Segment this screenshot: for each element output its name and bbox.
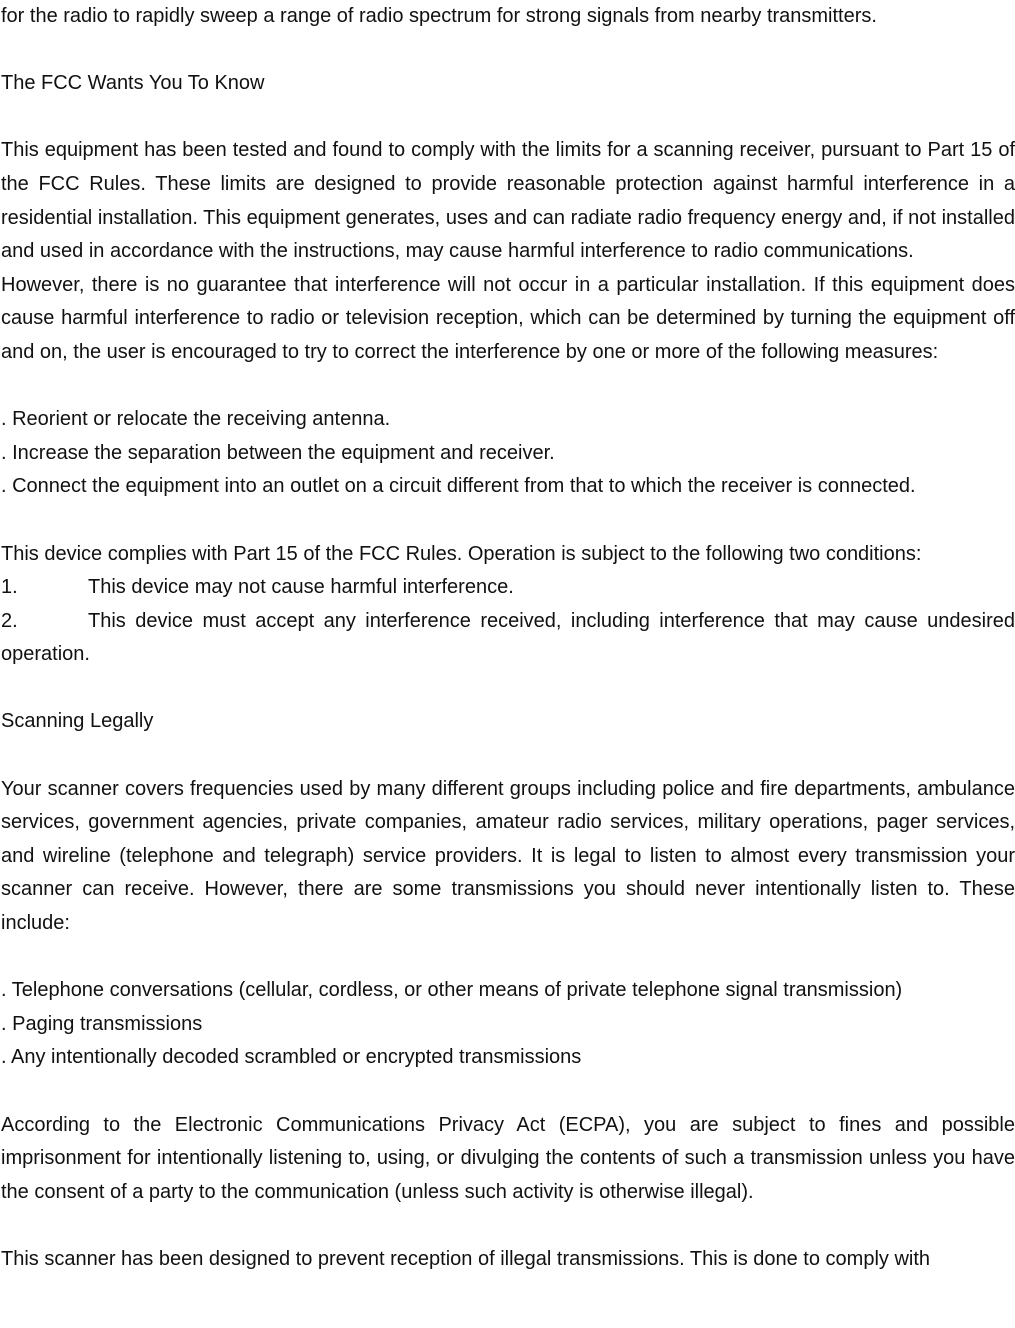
section-heading-fcc: The FCC Wants You To Know (1, 72, 265, 95)
spacer (1, 1209, 1015, 1243)
prohibited-item: . Telephone conversations (cellular, cordless, or other means of private telephone signal transmission) (1, 979, 903, 1002)
scanning-paragraph: Your scanner covers frequencies used by many different groups including police and fire departments, ambulance services, government agencies, private companies, amateur radio services, military operations, pager services, and wireline (telephone and telegraph) service providers. It is legal to listen to almost every transmission your scanner can receive. However, there are some transmissions you should never intentionally listen to. These include: (1, 777, 1015, 935)
ecpa-paragraph: According to the Electronic Communications Privacy Act (ECPA), you are subject to fines and possible imprisonment for intentionally listening to, using, or divulging the contents of such a transmission unless you have the consent of a party to the communication (unless such activity is otherwise illegal). (1, 1113, 1015, 1203)
measure-item: . Increase the separation between the equipment and receiver. (1, 441, 555, 464)
condition-item (1, 605, 1015, 672)
fcc-paragraph-1: This equipment has been tested and found to comply with the limits for a scanning receiver, pursuant to Part 15 of the FCC Rules. These limits are designed to provide reasonable protection against harmful interference in a residential installation. This equipment generates, uses and can radiate radio frequency energy and, if not installed and used in accordance with the instructions, may cause harmful interference to radio communications. (1, 139, 1015, 263)
spacer (1, 101, 1015, 135)
continuation-line: for the radio to rapidly sweep a range of radio spectrum for strong signals from nearby transmitters. (1, 5, 877, 27)
spacer (1, 672, 1015, 706)
prohibited-item: . Any intentionally decoded scrambled or encrypted transmissions (1, 1046, 582, 1069)
final-line: This scanner has been designed to prevent reception of illegal transmissions. This is done to comply with (1, 1247, 931, 1270)
condition-number: 2. (1, 609, 18, 632)
spacer (1, 941, 1015, 975)
section-heading-scanning: Scanning Legally (1, 710, 154, 733)
spacer (1, 1075, 1015, 1109)
fcc-paragraph-2: However, there is no guarantee that interference will not occur in a particular installation. If this equipment does cause harmful interference to radio or television reception, which can be determined by turning the equipment off and on, the user is encouraged to try to correct the interference by one or more of the following measures: (1, 273, 1015, 363)
condition-item (1, 571, 1015, 605)
document-page (1, 0, 1015, 1277)
condition-text: This device may not cause harmful interference. (88, 576, 514, 599)
condition-number: 1. (1, 576, 18, 599)
spacer (1, 34, 1015, 68)
spacer (1, 370, 1015, 404)
measure-item: . Reorient or relocate the receiving antenna. (1, 408, 391, 431)
measure-item: . Connect the equipment into an outlet on a circuit different from that to which the receiver is connected. (1, 475, 916, 498)
spacer (1, 739, 1015, 773)
condition-text: This device must accept any interference received, including interference that may cause undesired operation. (1, 609, 1015, 666)
spacer (1, 504, 1015, 538)
part15-intro: This device complies with Part 15 of the FCC Rules. Operation is subject to the following two conditions: (1, 542, 922, 565)
prohibited-item: . Paging transmissions (1, 1012, 203, 1035)
